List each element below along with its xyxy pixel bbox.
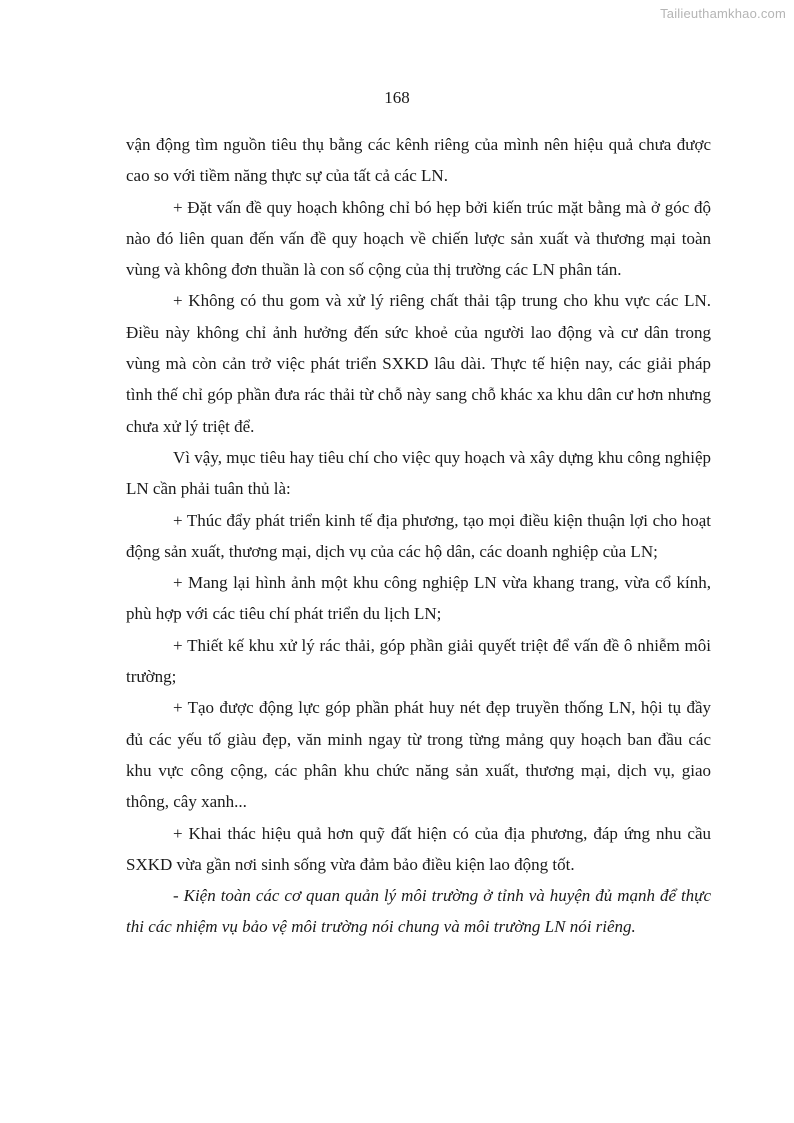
paragraph-continuation: vận động tìm nguồn tiêu thụ bằng các kênh riêng của mình nên hiệu quả chưa được cao so với tiềm năng thực sự của tất cả các LN. — [126, 135, 711, 186]
paragraph-objective-waste: + Thiết kế khu xử lý rác thải, góp phần giải quyết triệt để vấn đề ô nhiễm môi trường; — [126, 635, 711, 687]
page-number: 168 — [384, 88, 410, 107]
watermark-text: Tailieuthamkhao.com — [660, 6, 786, 21]
paragraph-objective-land: + Khai thác hiệu quả hơn quỹ đất hiện có của địa phương, đáp ứng nhu cầu SXKD vừa gần nơi sinh sống vừa đảm bảo điều kiện lao động tốt. — [126, 823, 711, 874]
paragraph-objective-image: + Mang lại hình ảnh một khu công nghiệp LN vừa khang trang, vừa cổ kính, phù hợp với các tiêu chí phát triển du lịch LN; — [126, 573, 711, 624]
paragraph-objectives-intro: Vì vậy, mục tiêu hay tiêu chí cho việc quy hoạch và xây dựng khu công nghiệp LN cần phải tuân thủ là: — [126, 447, 711, 499]
document-body — [126, 129, 711, 943]
paragraph-objective-tradition: + Tạo được động lực góp phần phát huy nét đẹp truyền thống LN, hội tụ đầy đủ các yếu tố giàu đẹp, văn minh ngay từ trong từng mảng quy hoạch ban đầu các khu vực công cộng, các phân khu chức năng sản xuất, thương mại, dịch vụ, giao thông, cây xanh... — [126, 698, 711, 812]
paragraph-objective-economy: + Thúc đẩy phát triển kinh tế địa phương, tạo mọi điều kiện thuận lợi cho hoạt động sản xuất, thương mại, dịch vụ của các hộ dân, các doanh nghiệp của LN; — [126, 510, 711, 561]
paragraph-waste-collection: + Không có thu gom và xử lý riêng chất thải tập trung cho khu vực các LN. Điều này không chỉ ảnh hưởng đến sức khoẻ của người lao động và cư dân trong vùng mà còn cản trở việc phát triển SXKD lâu dài. Thực tế hiện nay, các giải pháp tình thế chỉ góp phần đưa rác thải từ chỗ này sang chỗ khác xa khu dân cư hơn nhưng chưa xử lý triệt để. — [126, 291, 711, 436]
paragraph-agency-strengthening: - Kiện toàn các cơ quan quản lý môi trường ở tỉnh và huyện đủ mạnh để thực thi các nhiệm vụ bảo vệ môi trường nói chung và môi trường LN nói riêng. — [126, 886, 711, 937]
paragraph-planning-scope: + Đặt vấn đề quy hoạch không chỉ bó hẹp bởi kiến trúc mặt bằng mà ở góc độ nào đó liên quan đến vấn đề quy hoạch về chiến lược sản xuất và thương mại toàn vùng và không đơn thuần là con số cộng của thị trường các LN phân tán. — [126, 197, 711, 280]
